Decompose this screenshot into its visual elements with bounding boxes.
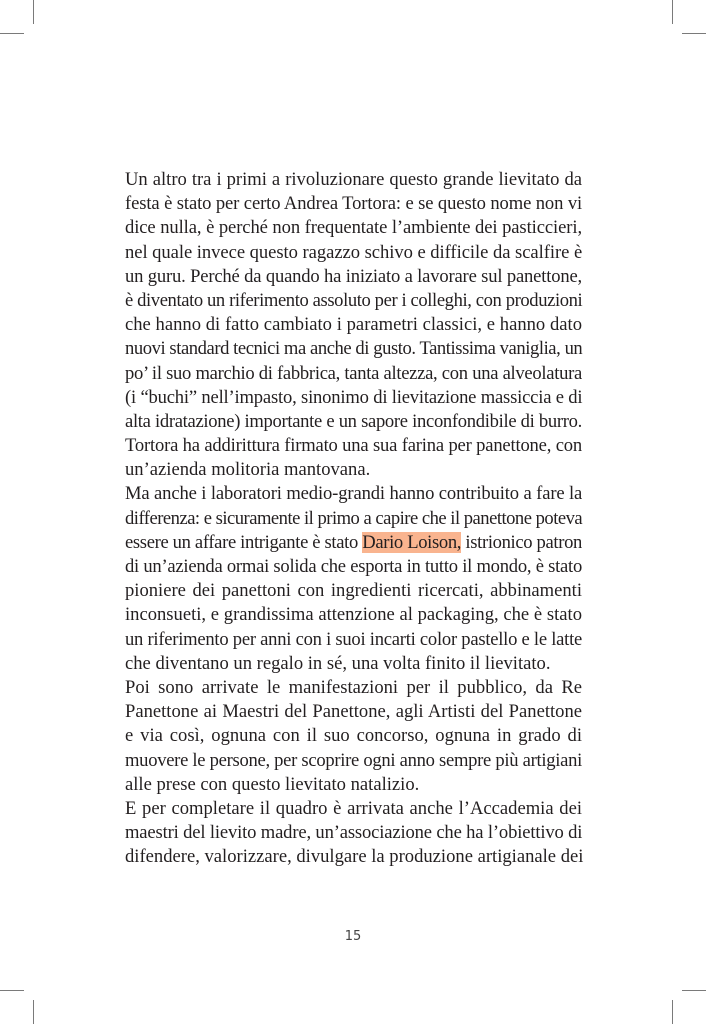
text-line: Ma anche i laboratori medio-grandi hanno contribuito a fare la [125,483,583,505]
paragraph-1 [125,168,582,482]
text-line: pioniere dei panettoni con ingredienti ricercati, abbinamenti [125,580,582,602]
text-line: che hanno di fatto cambiato i parametri classici, e hanno dato [125,314,582,336]
text-line: e via così, ognuna con il suo concorso, ognuna in grado di [125,725,582,747]
text-line: dice nulla, è perché non frequentate l’ambiente dei pasticcieri, [125,217,582,239]
text-line: un’azienda molitoria mantovana. [125,459,371,481]
text-line: è diventato un riferimento assoluto per i colleghi, con produzioni [125,289,583,311]
text-line-with-highlight [125,531,582,555]
crop-mark-bottom-left-vertical [33,1000,34,1024]
text-segment: istrionico patron [461,531,582,553]
text-line: festa è stato per certo Andrea Tortora: e se questo nome non vi [125,193,583,215]
text-line: un riferimento per anni con i suoi incarti color pastello e le latte [125,628,582,650]
text-line: maestri del lievito madre, un’associazione che ha l’obiettivo di [125,822,583,844]
paragraph-4 [125,797,582,870]
text-line: inconsueti, e grandissima attenzione al packaging, che è stato [125,604,582,626]
text-line: alta idratazione) importante e un sapore inconfondibile di burro. [125,410,582,432]
text-line: Tortora ha addirittura firmato una sua farina per panettone, con [125,435,582,457]
text-line: Poi sono arrivate le manifestazioni per il pubblico, da Re [125,676,582,698]
crop-mark-bottom-right-vertical [672,1000,673,1024]
text-line: E per completare il quadro è arrivata anche l’Accademia dei [125,797,582,819]
text-line: difendere, valorizzare, divulgare la produzione artigianale dei [125,846,584,868]
paragraph-2 [125,482,582,676]
paragraph-3 [125,676,582,797]
text-line: un guru. Perché da quando ha iniziato a lavorare sul panettone, [125,265,582,287]
highlighted-name: Dario Loison, [362,531,462,553]
text-line: che diventano un regalo in sé, una volta finito il lievitato. [125,652,551,674]
text-line: nuovi standard tecnici ma anche di gusto. Tantissima vaniglia, un [125,338,583,360]
text-line: muovere le persone, per scoprire ogni anno sempre più artigiani [125,749,583,771]
crop-mark-top-right-horizontal [682,33,706,34]
text-line: (i “buchi” nell’impasto, sinonimo di lievitazione massiccia e di [125,386,583,408]
crop-mark-bottom-left-horizontal [0,990,24,991]
page-number: 15 [344,929,362,944]
text-line: Panettone ai Maestri del Panettone, agli Artisti del Panettone [125,701,582,723]
body-text [125,168,582,869]
text-line: Un altro tra i primi a rivoluzionare questo grande lievitato da [125,169,582,190]
text-segment: essere un affare intrigante è stato [125,531,363,553]
crop-mark-top-left-vertical [33,0,34,24]
text-line: nel quale invece questo ragazzo schivo e difficile da scalfire è [125,241,583,263]
text-line: di un’azienda ormai solida che esporta in tutto il mondo, è stato [125,556,582,577]
crop-mark-bottom-right-horizontal [682,990,706,991]
text-line: alle prese con questo lievitato natalizio. [125,773,420,795]
text-line: po’ il suo marchio di fabbrica, tanta altezza, con una alveolatura [125,362,582,384]
crop-mark-top-right-vertical [672,0,673,24]
crop-mark-top-left-horizontal [0,33,24,34]
text-line: differenza: e sicuramente il primo a capire che il panettone poteva [125,507,583,529]
